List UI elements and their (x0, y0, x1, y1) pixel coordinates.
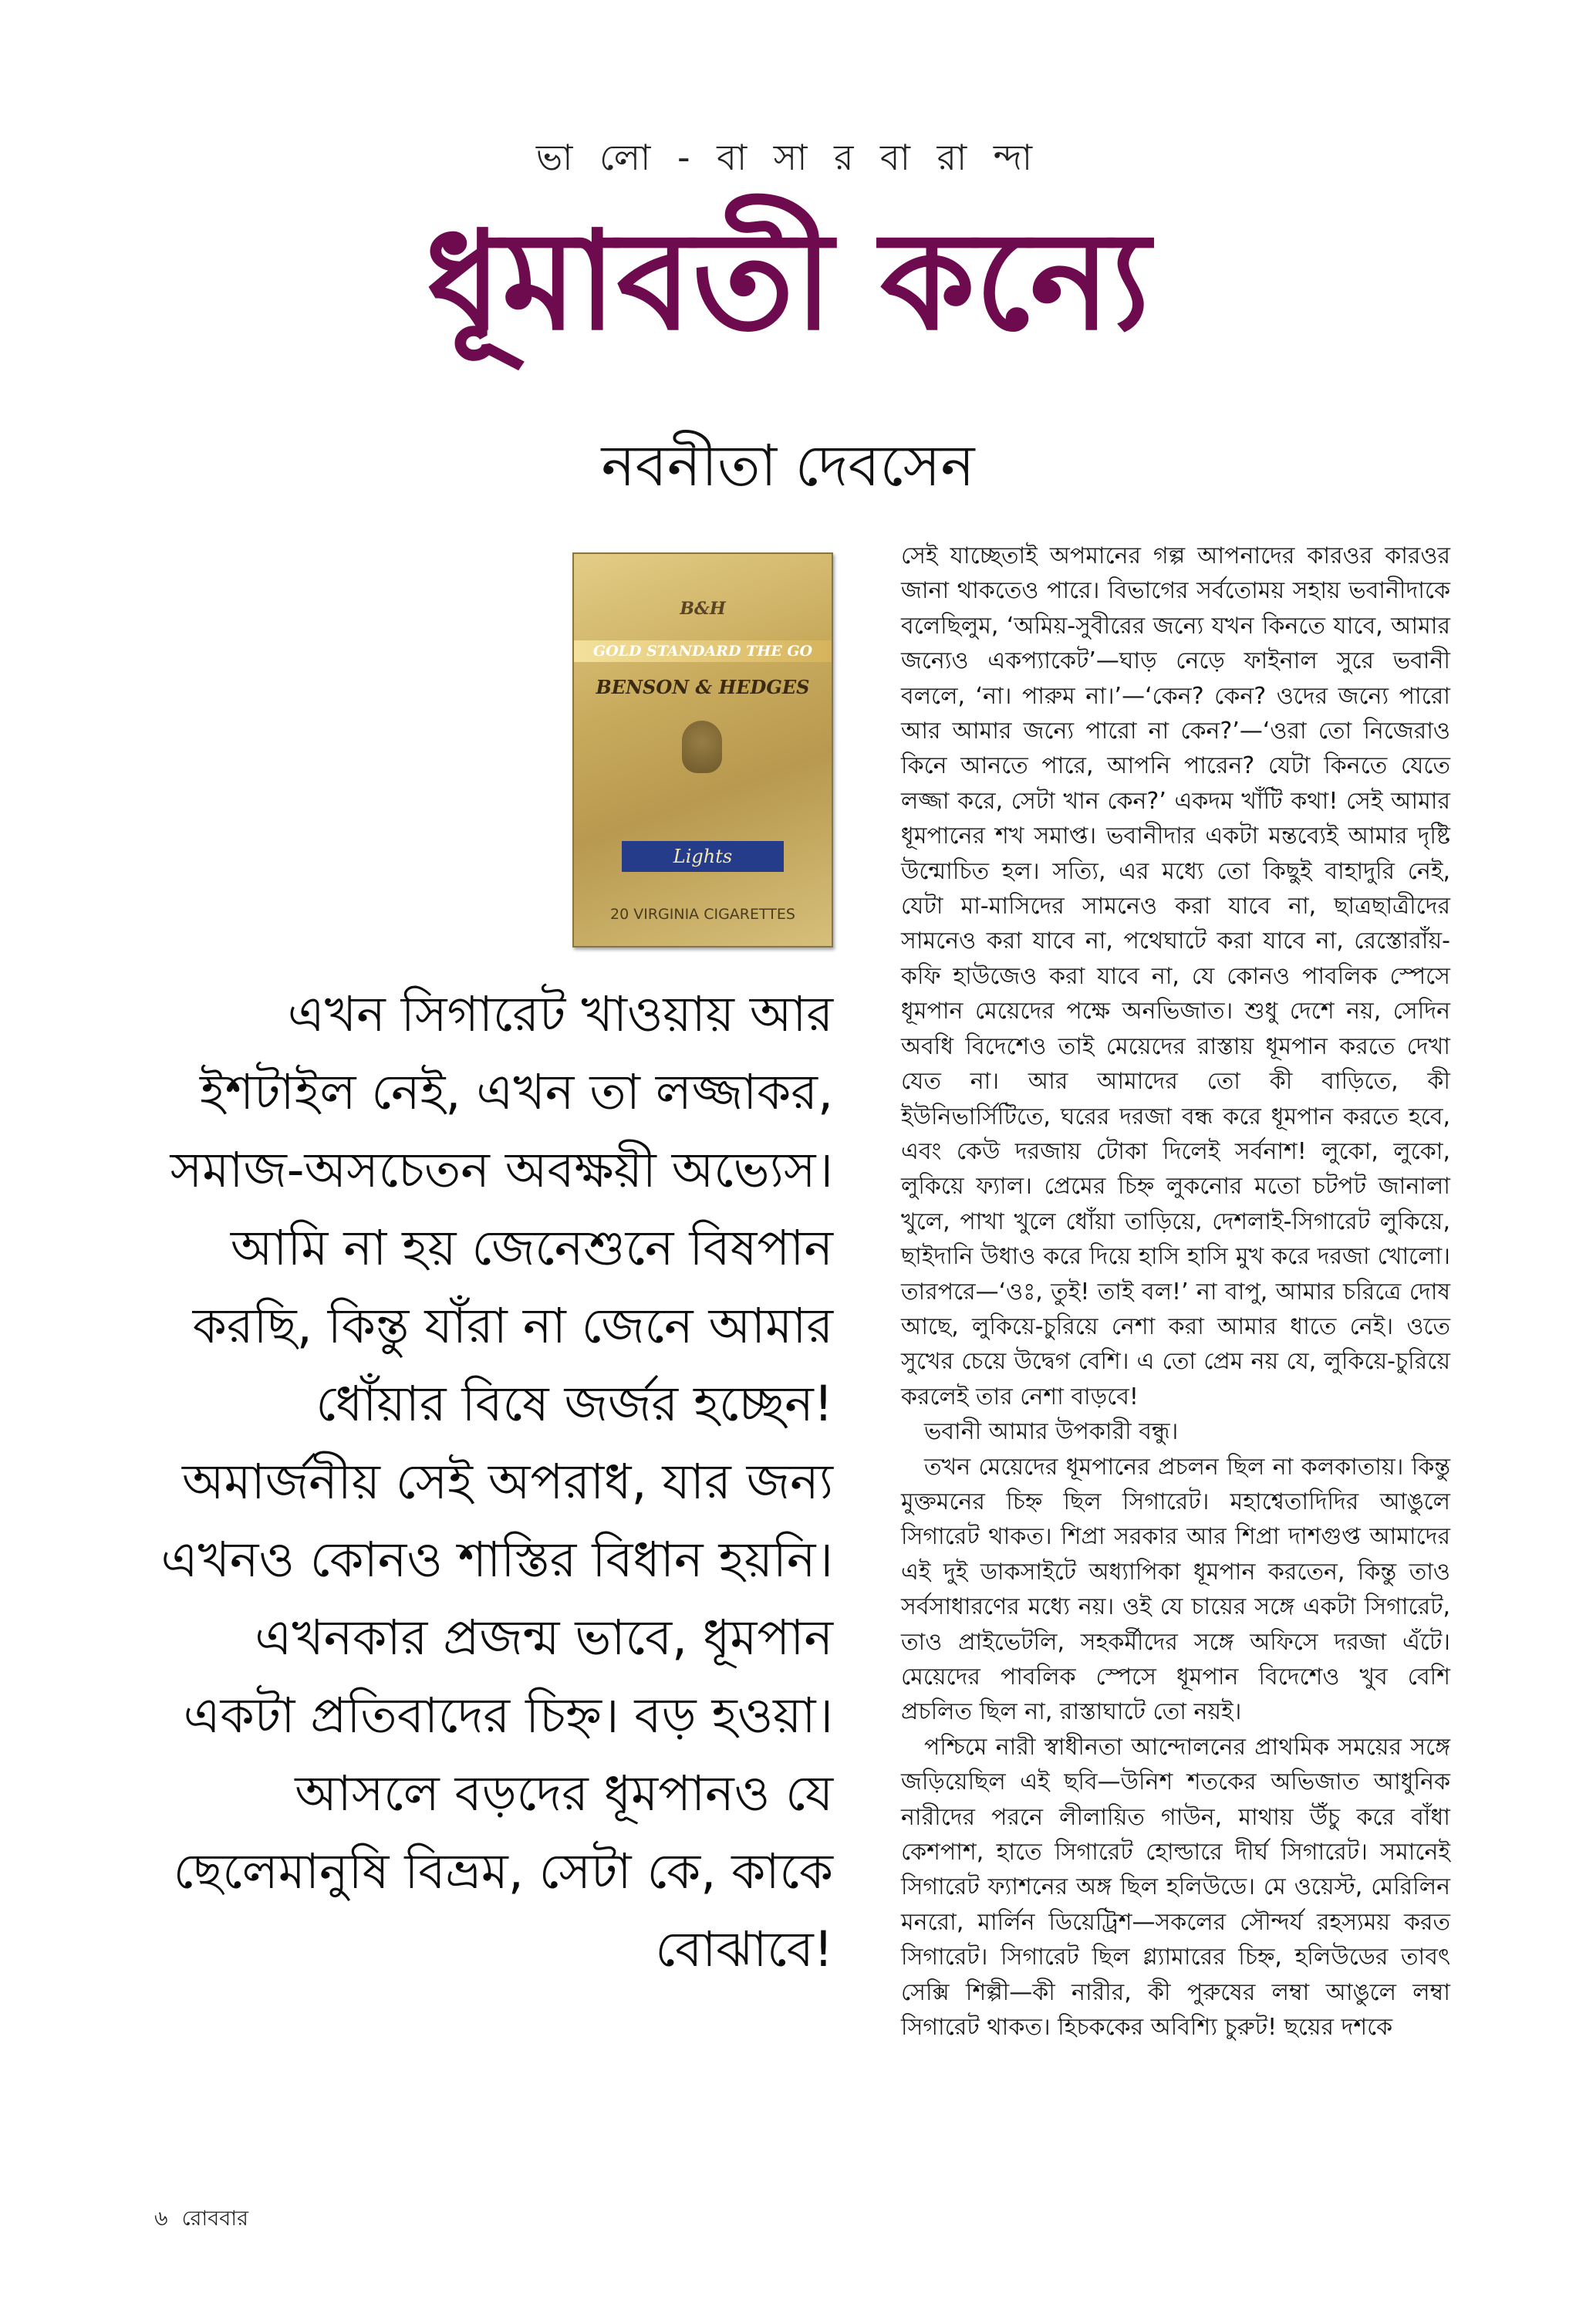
pack-bottom-text: 20 VIRGINIA CIGARETTES (610, 906, 795, 923)
page-number: ৬ (154, 2207, 168, 2231)
column-kicker: ভা লো - বা সা র বা রা ন্দা (535, 137, 1041, 178)
pull-quote (154, 975, 833, 1988)
body-paragraph-2: ভবানী আমার উপকারী বন্ধু। (924, 1418, 1179, 1446)
pack-logo-text: B&H (680, 599, 726, 619)
pull-quote-text: এখন সিগারেট খাওয়ায় আর ইশটাইল নেই, এখন তা লজ্জাকর, সমাজ-অসচেতন অবক্ষয়ী অভ্যেস। আমি না হয় জেনেশুনে বিষপান করছি, কিন্তু যাঁরা না জেনে আমার ধোঁয়ার বিষে জর্জর হচ্ছেন! অমার্জনীয় সেই অপরাধ, যার জন্য এখনও কোনও শাস্তির বিধান হয়নি। এখনকার প্রজন্ম ভাবে, ধূমপান একটা প্রতিবাদের চিহ্ন। বড় হওয়া। আসলে বড়দের ধূমপানও যে ছেলেমানুষি বিভ্রম, সেটা কে, কাকে বোঝাবে! (160, 986, 833, 1978)
pack-variant-label: Lights (622, 841, 784, 872)
pack-brand-text: BENSON & HEDGES (596, 676, 810, 698)
article-author: নবনীতা দেবসেন (601, 433, 975, 499)
body-paragraph-4: পশ্চিমে নারী স্বাধীনতা আন্দোলনের প্রাথমিক সময়ের সঙ্গে জড়িয়েছিল এই ছবি—উনিশ শতকের অভিজাত আধুনিক নারীদের পরনে লীলায়িত গাউন, মাথায় উঁচু করে বাঁধা কেশপাশ, হাতে সিগারেট হোল্ডারে দীর্ঘ সিগারেট। সমানেই সিগারেট ফ্যাশনের অঙ্গ ছিল হলিউডে। মে ওয়েস্ট, মেরিলিন মনরো, মার্লিন ডিয়েট্রিশ—সকলের সৌন্দর্য রহস্যময় করত সিগারেট। সিগারেট ছিল গ্ল্যামারের চিহ্ন, হলিউডের তাবৎ সেক্সি শিল্পী—কী নারীর, কী পুরুষের লম্বা আঙুলে লম্বা সিগারেট থাকত। হিচককের অবিশ্যি চুরুট! ছয়ের দশকে (901, 1733, 1450, 2042)
body-paragraph-3: তখন মেয়েদের ধূমপানের প্রচলন ছিল না কলকাতায়। কিন্তু মুক্তমনের চিহ্ন ছিল সিগারেট। মহাশ্বেতাদিদির আঙুলে সিগারেট থাকত। শিপ্রা সরকার আর শিপ্রা দাশগুপ্ত আমাদের এই দুই ডাকসাইটে অধ্যাপিকা ধূমপান করতেন, কিন্তু তাও সর্বসাধারণের মধ্যে নয়। ওই যে চায়ের সঙ্গে একটা সিগারেট, তাও প্রাইভেটলি, সহকর্মীদের সঙ্গে অফিসে দরজা এঁটে। মেয়েদের পাবলিক স্পেসে ধূমপান বিদেশেও খুব বেশি প্রচলিত ছিল না, রাস্তাঘাটে তো নয়ই। (901, 1453, 1450, 1726)
pack-crest-icon (682, 721, 722, 773)
article-body (901, 539, 1450, 2045)
publication-name: রোববার (181, 2207, 248, 2231)
page-footer (154, 2203, 262, 2238)
body-paragraph-1: সেই যাচ্ছেতাই অপমানের গল্প আপনাদের কারওর কারওর জানা থাকতেও পারে। বিভাগের সর্বতোময় সহায় ভবানীদাকে বলেছিলুম, ‘অমিয়-সুবীরের জন্যে যখন কিনতে যাবে, আমার জন্যেও একপ্যাকেট’—ঘাড় নেড়ে ফাইনাল সুরে ভবানী বললে, ‘না। পারুম না।’—‘কেন? কেন? ওদের জন্যে পারো আর আমার জন্যে পারো না কেন?’—‘ওরা তো নিজেরাও কিনে আনতে পারে, আপনি পারেন? যেটা কিনতে যেতে লজ্জা করে, সেটা খান কেন?’ একদম খাঁটি কথা! সেই আমার ধূমপানের শখ সমাপ্ত। ভবানীদার একটা মন্তব্যেই আমার দৃষ্টি উন্মোচিত হল। সত্যি, এর মধ্যে তো কিছুই বাহাদুরি নেই, যেটা মা-মাসিদের সামনেও করা যাবে না, ছাত্রছাত্রীদের সামনেও করা যাবে না, পথেঘাটে করা যাবে না, রেস্তোরাঁয়-কফি হাউজেও করা যাবে না, যে কোনও পাবলিক স্পেসে ধূমপান মেয়েদের পক্ষে অনভিজাত। শুধু দেশে নয়, সেদিন অবধি বিদেশেও তাই মেয়েদের রাস্তায় ধূমপান করতে দেখা যেত না। আর আমাদের তো কী বাড়িতে, কী ইউনিভার্সিটিতে, ঘরের দরজা বন্ধ করে ধূমপান করতে হবে, এবং কেউ দরজায় টোকা দিলেই সর্বনাশ! লুকো, লুকো, লুকিয়ে ফ্যাল। প্রেমের চিহ্ন লুকনোর মতো চটপট জানালা খুলে, পাখা খুলে ধোঁয়া তাড়িয়ে, দেশলাই-সিগারেট লুকিয়ে, ছাইদানি উধাও করে দিয়ে হাসি হাসি মুখ করে দরজা খোলো। তারপরে—‘ওঃ, তুই! তাই বল!’ না বাপু, আমার চরিত্রে দোষ আছে, লুকিয়ে-চুরিয়ে নেশা করা আমার ধাতে নেই। ওতে সুখের চেয়ে উদ্বেগ বেশি। এ তো প্রেম নয় যে, লুকিয়ে-চুরিয়ে করলেই তার নেশা বাড়বে! (901, 542, 1450, 1410)
cigarette-pack-image (572, 552, 833, 948)
pack-band-text: GOLD STANDARD THE GO (574, 640, 832, 662)
article-title: ধূমাবতী কন্যে (426, 202, 1150, 360)
